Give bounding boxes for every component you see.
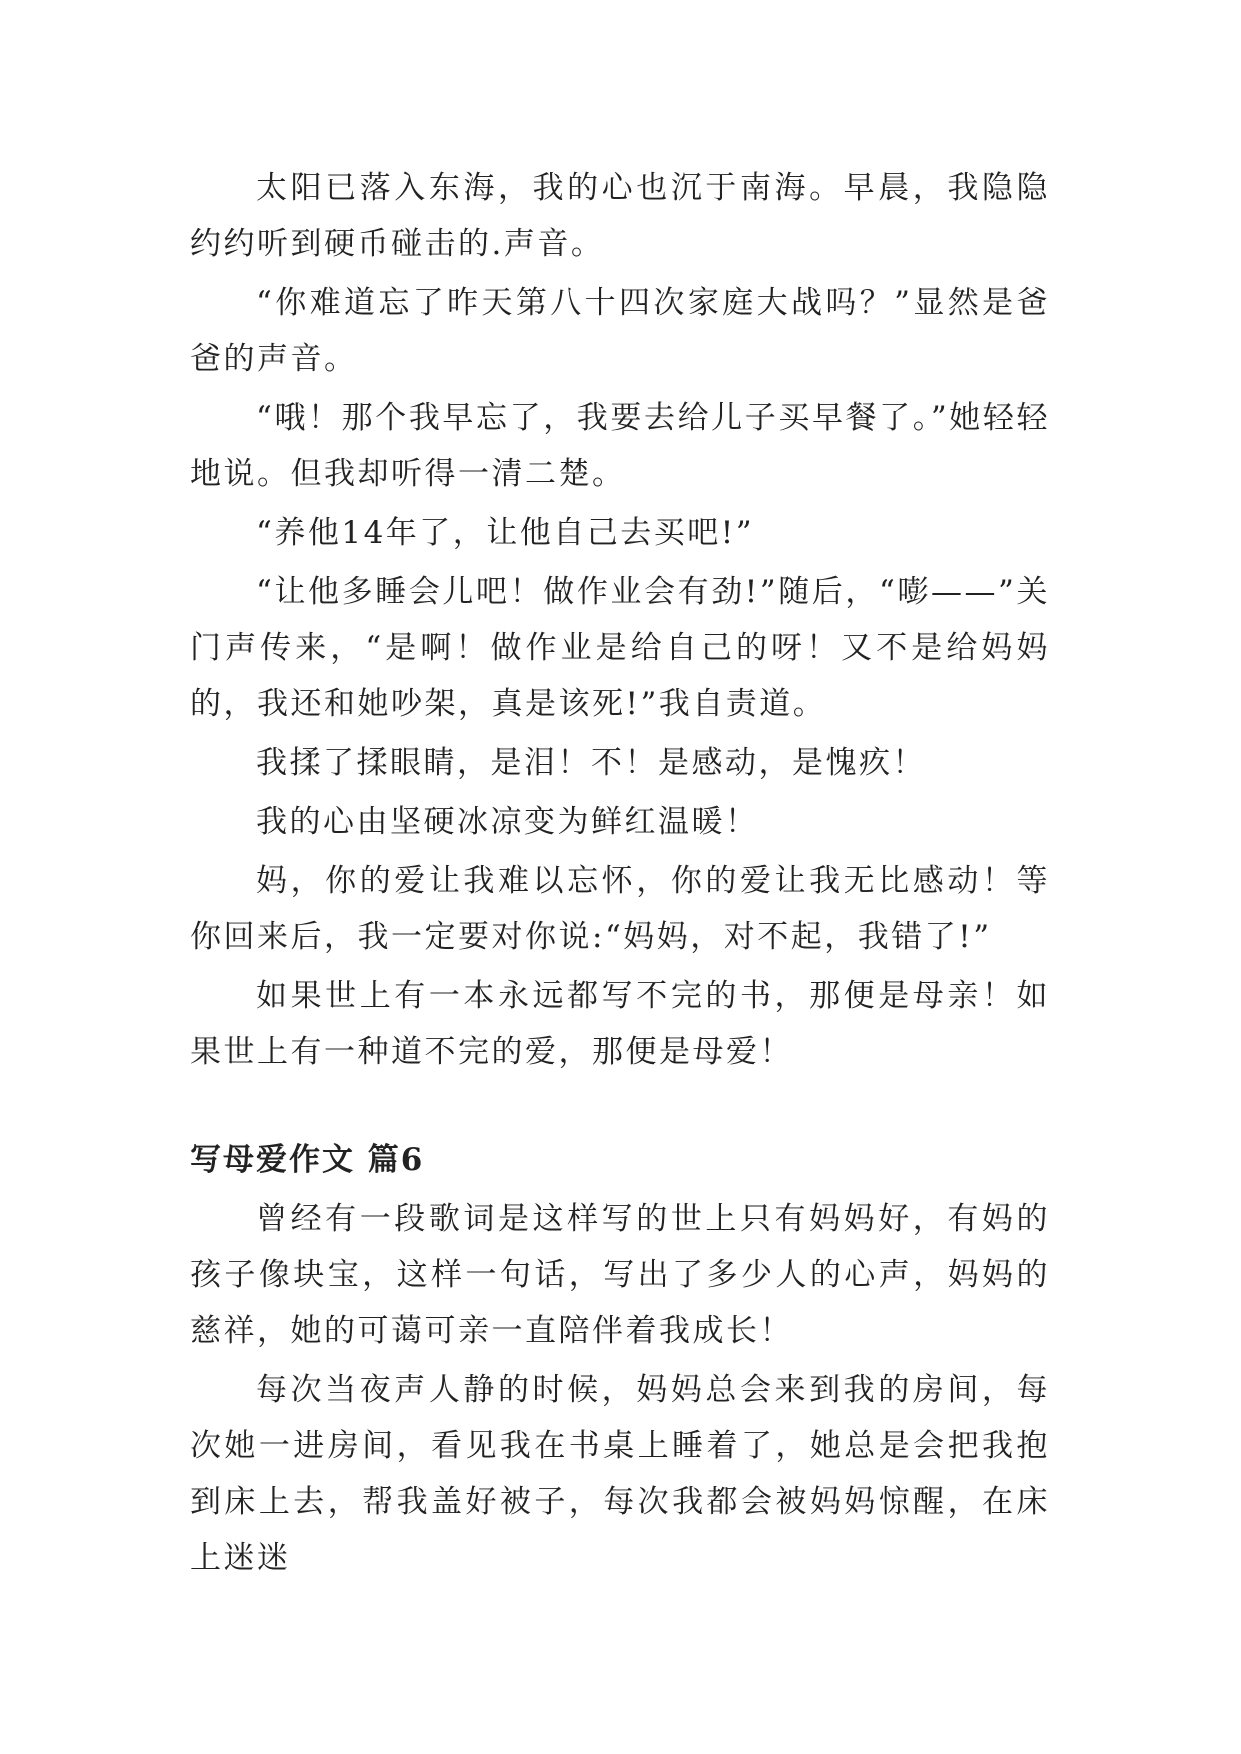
paragraph: 妈，你的爱让我难以忘怀，你的爱让我无比感动！等你回来后，我一定要对你说:“妈妈，对不起，我错了!” — [190, 863, 1050, 955]
paragraph: 每次当夜声人静的时候，妈妈总会来到我的房间，每次她一进房间，看见我在书桌上睡着了，她总是会把我抱到床上去，帮我盖好被子，每次我都会被妈妈惊醒，在床上迷迷 — [190, 1372, 1050, 1576]
paragraph: “养他14年了，让他自己去买吧!” — [256, 515, 755, 551]
document-page — [190, 160, 1050, 1589]
paragraph: “哦！那个我早忘了，我要去给儿子买早餐了。”她轻轻地说。但我却听得一清二楚。 — [190, 400, 1050, 492]
paragraph: 我揉了揉眼睛，是泪！不！是感动，是愧疚！ — [256, 745, 926, 781]
section-heading: 写母爱作文 篇6 — [190, 1142, 425, 1178]
paragraph: “让他多睡会儿吧！做作业会有劲!”随后，“嘭——”关门声传来，“是啊！做作业是给自己的呀！又不是给妈妈的，我还和她吵架，真是该死!”我自责道。 — [190, 574, 1050, 722]
paragraph: 我的心由坚硬冰凉变为鲜红温暖！ — [256, 804, 759, 840]
paragraph: 太阳已落入东海，我的心也沉于南海。早晨，我隐隐约约听到硬币碰击的.声音。 — [190, 170, 1050, 262]
paragraph: 如果世上有一本永远都写不完的书，那便是母亲！如果世上有一种道不完的爱，那便是母爱！ — [190, 978, 1050, 1070]
paragraph: 曾经有一段歌词是这样写的世上只有妈妈好，有妈的孩子像块宝，这样一句话，写出了多少人的心声，妈妈的慈祥，她的可蔼可亲一直陪伴着我成长！ — [190, 1201, 1050, 1349]
paragraph: “你难道忘了昨天第八十四次家庭大战吗？”显然是爸爸的声音。 — [190, 285, 1050, 377]
